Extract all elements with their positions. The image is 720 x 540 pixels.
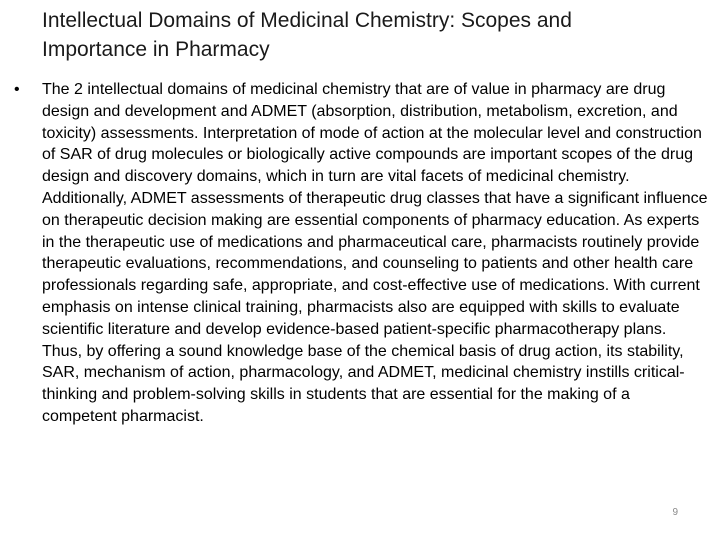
slide-title: Intellectual Domains of Medicinal Chemistry: Scopes and Importance in Pharmacy bbox=[42, 9, 572, 61]
bullet-item bbox=[14, 79, 714, 428]
bullet-marker: • bbox=[14, 81, 20, 98]
page-number: 9 bbox=[672, 507, 678, 518]
bullet-text: The 2 intellectual domains of medicinal chemistry that are of value in pharmacy are drug design and development and ADMET (absorption, distribution, metabolism, excretion, and toxicity) assessments. Interpretation of mode of action at the molecular level and construction of SAR of drug molecules or biologically active compounds are important scopes of the drug design and discovery domains, which in turn are vital facets of medicinal chemistry. Additionally, ADMET assessments of therapeutic drug classes that have a significant influence on therapeutic decision making are essential components of pharmacy education. As experts in the therapeutic use of medications and pharmaceutical care, pharmacists routinely provide therapeutic evaluations, recommendations, and counseling to patients and other health care professionals regarding safe, appropriate, and cost-effective use of medications. With current emphasis on intense clinical training, pharmacists also are equipped with skills to evaluate scientific literature and develop evidence-based patient-specific pharmacotherapy plans. Thus, by offering a sound knowledge base of the chemical basis of drug action, its stability, SAR, mechanism of action, pharmacology, and ADMET, medicinal chemistry instills critical-thinking and problem-solving skills in students that are essential for the making of a competent pharmacist. bbox=[42, 81, 708, 425]
slide-content bbox=[14, 79, 714, 428]
